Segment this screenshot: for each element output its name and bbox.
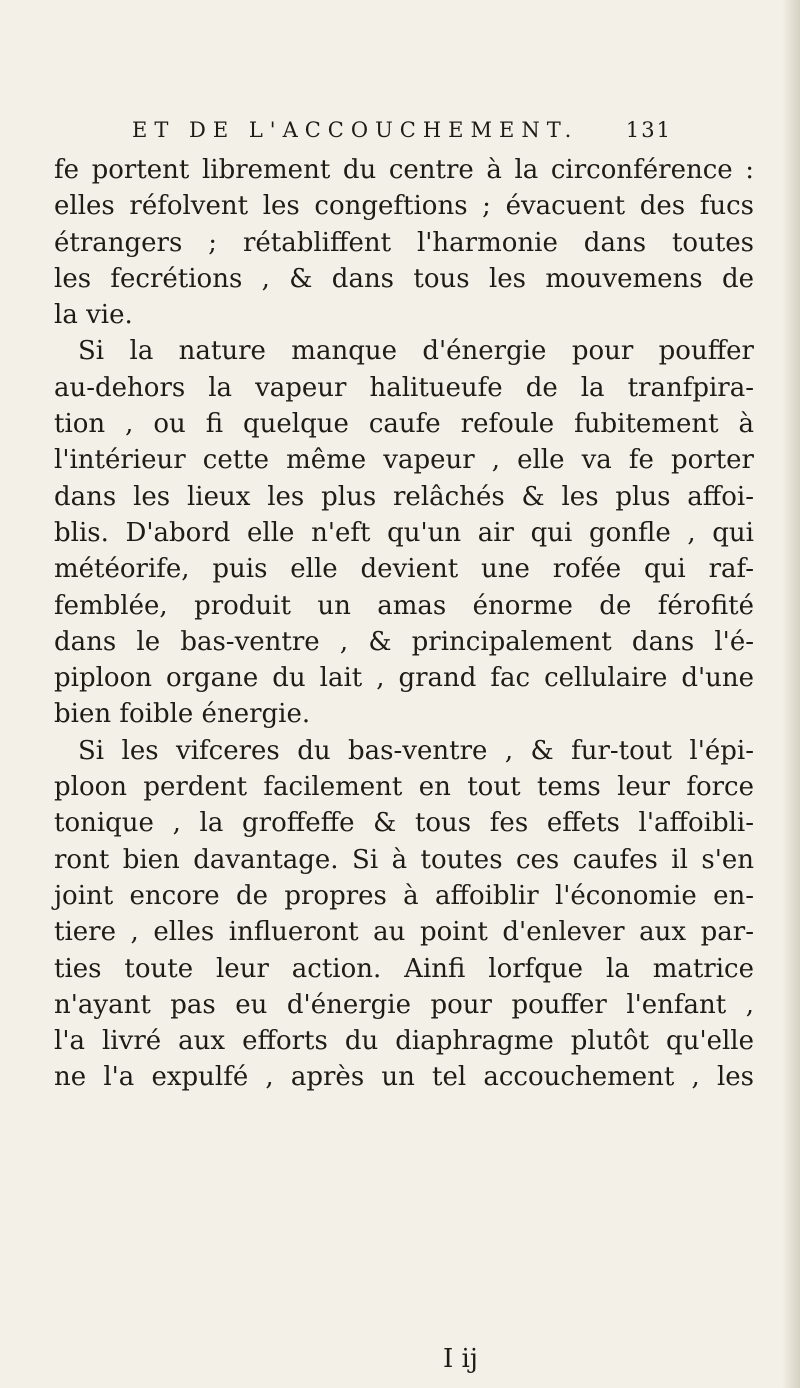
running-title: ET DE L'ACCOUCHEMENT. (132, 118, 579, 142)
text-line: n'ayant pas eu d'énergie pour pouffer l'enfant , (54, 989, 754, 1020)
text-line: femblée, produit un amas énorme de férofité (54, 590, 754, 621)
signature-mark: I ij (443, 1344, 478, 1374)
text-line: dans les lieux les plus relâchés & les plus affoi- (54, 481, 754, 512)
text-line: joint encore de propres à affoiblir l'économie en- (54, 880, 754, 911)
text-line: l'intérieur cette même vapeur , elle va fe porter (54, 445, 754, 476)
text-line: les fecrétions , & dans tous les mouvemens de (54, 263, 754, 294)
text-line: tonique , la groffeffe & tous fes effets l'affoibli- (54, 808, 754, 839)
text-line: météorife, puis elle devient une rofée qui raf- (54, 554, 754, 585)
text-line: au-dehors la vapeur halitueufe de la tranfpira- (54, 372, 754, 403)
running-header (132, 118, 672, 152)
text-line: piploon organe du lait , grand fac cellulaire d'une (54, 663, 754, 694)
text-line: Si la nature manque d'énergie pour pouffer (78, 336, 754, 367)
text-line: bien foible énergie. (54, 699, 311, 730)
page-edge-shadow (782, 0, 800, 1388)
text-line: fe portent librement du centre à la circonférence : (54, 155, 754, 185)
page-number: 131 (625, 118, 672, 142)
text-line: étrangers ; rétabliffent l'harmonie dans toutes (54, 227, 754, 258)
text-line: ne l'a expulfé , après un tel accouchement , les (54, 1062, 754, 1093)
text-line: ploon perdent facilement en tout tems leur force (54, 772, 754, 803)
text-line: l'a livré aux efforts du diaphragme plutôt qu'elle (54, 1026, 754, 1057)
text-line: elles réfolvent les congeftions ; évacuent des fucs (54, 191, 754, 222)
text-line: tiere , elles influeront au point d'enlever aux par- (54, 917, 754, 948)
text-line: ront bien davantage. Si à toutes ces caufes il s'en (54, 844, 754, 875)
body-text (54, 152, 754, 1096)
text-line: blis. D'abord elle n'eft qu'un air qui gonfle , qui (54, 517, 754, 548)
text-line: ties toute leur action. Ainfi lorfque la matrice (54, 953, 754, 984)
text-line: dans le bas-ventre , & principalement dans l'é- (54, 626, 754, 657)
text-line: la vie. (54, 300, 133, 331)
text-line: Si les vifceres du bas-ventre , & fur-tout l'épi- (78, 735, 754, 766)
text-line: tion , ou fi quelque caufe refoule fubitement à (54, 409, 754, 440)
